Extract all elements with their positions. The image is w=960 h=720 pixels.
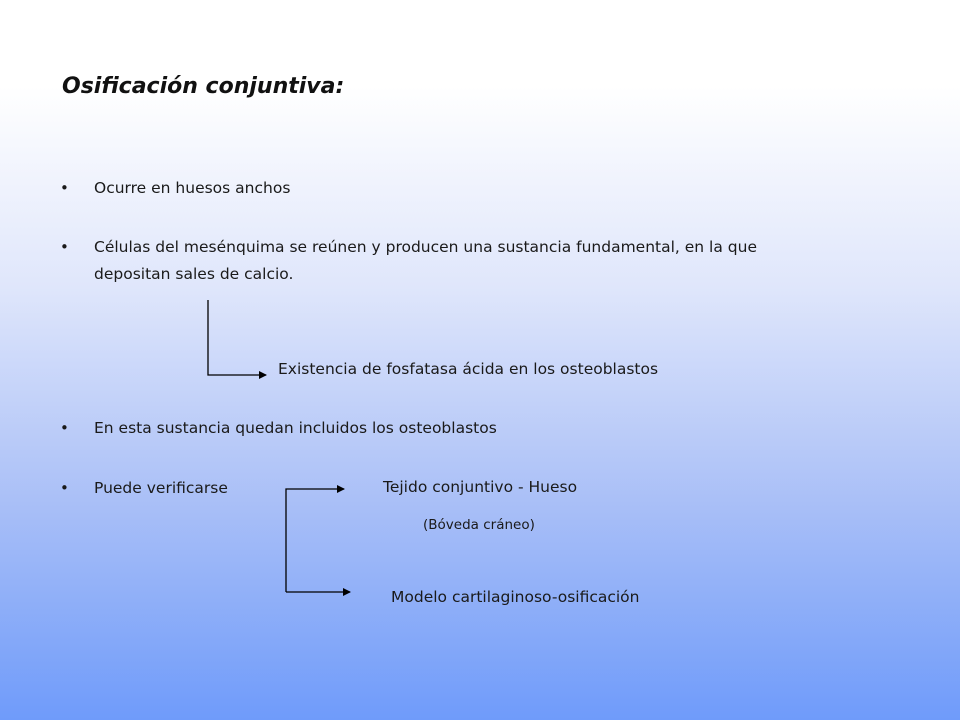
bullet-text-line-2: depositan sales de calcio. xyxy=(94,265,294,283)
branch-top-subtext: (Bóveda cráneo) xyxy=(423,517,535,533)
elbow-arrow-1 xyxy=(208,300,266,375)
bullet-symbol: • xyxy=(60,419,69,437)
slide-title: Osificación conjuntiva: xyxy=(62,74,345,99)
bullet-text-line-1: Células del mesénquima se reúnen y producen una sustancia fundamental, en la que xyxy=(94,238,757,256)
bullet-symbol: • xyxy=(60,479,69,497)
arrow-to-branch-top xyxy=(286,489,344,592)
bullet-text: Puede verificarse xyxy=(94,479,228,497)
bullet-symbol: • xyxy=(60,238,69,256)
arrow-note-text: Existencia de fosfatasa ácida en los osteoblastos xyxy=(278,360,659,378)
branch-bottom-text: Modelo cartilaginoso-osificación xyxy=(391,588,640,606)
bullet-text: Ocurre en huesos anchos xyxy=(94,179,291,197)
bullet-text: En esta sustancia quedan incluidos los osteoblastos xyxy=(94,419,497,437)
branch-top-text: Tejido conjuntivo - Hueso xyxy=(383,478,578,496)
bullet-symbol: • xyxy=(60,179,69,197)
